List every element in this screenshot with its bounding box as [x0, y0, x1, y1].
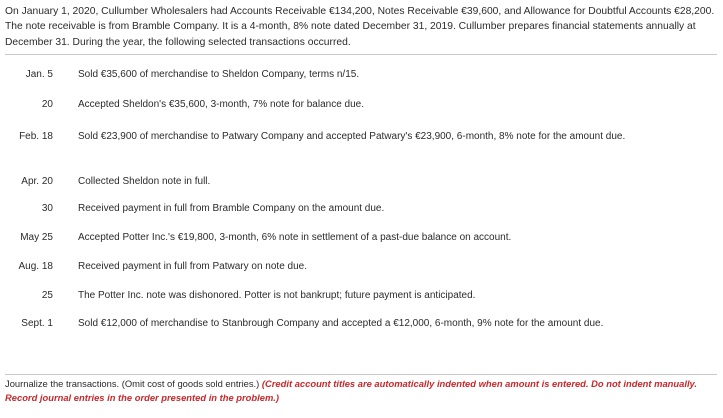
- transaction-row: [0, 98, 723, 112]
- transaction-date: Apr. 20: [21, 176, 53, 187]
- transaction-text: Sold €35,600 of merchandise to Sheldon Company, terms n/15.: [78, 69, 360, 80]
- transaction-text: Accepted Potter Inc.'s €19,800, 3-month, 6% note in settlement of a past-due balance on account.: [78, 232, 512, 243]
- transaction-row: [0, 175, 723, 189]
- instructions: [5, 374, 717, 405]
- transaction-date: Jan. 5: [25, 69, 53, 80]
- problem-intro: On January 1, 2020, Cullumber Wholesalers had Accounts Receivable €134,200, Notes Receivable €39,600, and Allowance for Doubtful Accounts €28,200. The note receivable is from Bramble Company. It is a 4-month, 8% note dated December 31, 2019. Cullumber prepares financial statements annually at December 31. During the year, the following selected transactions occurred.: [5, 4, 717, 55]
- transaction-date: Aug. 18: [18, 261, 53, 272]
- transaction-list: [0, 68, 723, 329]
- transaction-text: Sold €23,900 of merchandise to Patwary Company and accepted Patwary's €23,900, 6-month, 8% note for the amount due.: [78, 131, 626, 142]
- transaction-date: May 25: [20, 232, 53, 243]
- transaction-date: 25: [41, 290, 53, 301]
- transaction-text: Received payment in full from Patwary on note due.: [78, 261, 308, 272]
- transaction-row: [0, 68, 723, 82]
- transaction-date: 20: [41, 99, 53, 110]
- transaction-text: Sold €12,000 of merchandise to Stanbrough Company and accepted a €12,000, 6-month, 9% note for the amount due.: [78, 318, 604, 329]
- transaction-row: [0, 317, 723, 331]
- transaction-row: [0, 289, 723, 303]
- transaction-date: Sept. 1: [21, 318, 53, 329]
- transaction-date: 30: [41, 203, 53, 214]
- instructions-emphasis: (Credit account titles are automatically indented when amount is entered. Do not indent manually. Record journal entries in the order presented in the problem.): [5, 378, 698, 404]
- transaction-text: The Potter Inc. note was dishonored. Potter is not bankrupt; future payment is anticipated.: [78, 290, 476, 301]
- transaction-row: [0, 260, 723, 274]
- transaction-row: [0, 130, 723, 144]
- transaction-row: [0, 202, 723, 216]
- transaction-text: Received payment in full from Bramble Company on the amount due.: [78, 203, 385, 214]
- transaction-text: Accepted Sheldon's €35,600, 3-month, 7% note for balance due.: [78, 99, 364, 110]
- instructions-text: Journalize the transactions. (Omit cost of goods sold entries.): [5, 378, 262, 389]
- transaction-row: [0, 231, 723, 245]
- transaction-date: Feb. 18: [19, 131, 53, 142]
- transaction-text: Collected Sheldon note in full.: [78, 176, 211, 187]
